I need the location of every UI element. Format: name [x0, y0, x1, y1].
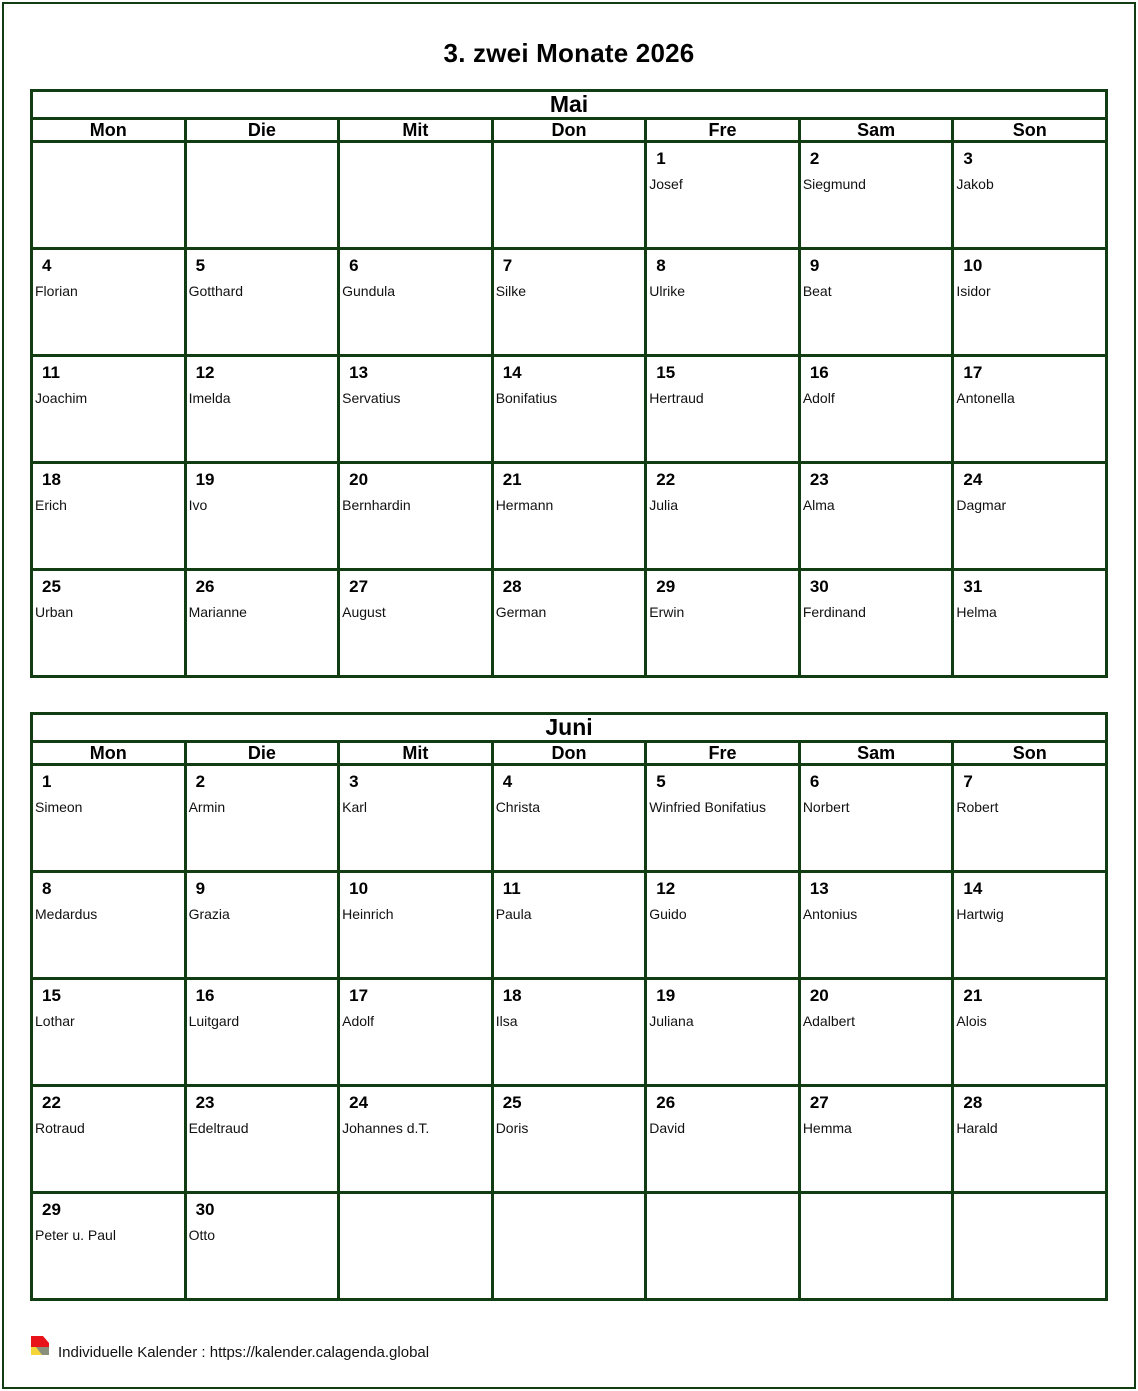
day-cell: [799, 356, 953, 463]
name-day: Hartwig: [956, 906, 1004, 922]
day-number: [349, 1200, 491, 1220]
name-day: Isidor: [956, 283, 991, 299]
name-day: Bernhardin: [342, 497, 411, 513]
name-day: Ivo: [188, 497, 208, 513]
name-day: Winfried Bonifatius: [649, 799, 766, 815]
name-day: Armin: [188, 799, 226, 815]
name-day: Karl: [342, 799, 368, 815]
day-cell: [646, 142, 800, 249]
name-day: Jakob: [956, 176, 994, 192]
day-number: 27: [349, 577, 369, 596]
day-number: 1: [656, 149, 666, 168]
name-day: Grazia: [188, 906, 230, 922]
name-day: Adalbert: [802, 1013, 855, 1029]
day-cell: [953, 872, 1107, 979]
name-day: Otto: [188, 1227, 216, 1243]
week-row: [32, 872, 1107, 979]
day-cell: [799, 979, 953, 1086]
day-number: 30: [195, 1200, 215, 1219]
name-day: Hertraud: [649, 390, 704, 406]
week-row: [32, 979, 1107, 1086]
month-title: Mai: [32, 91, 1107, 119]
weekday-fre: Fre: [646, 742, 800, 765]
day-cell: [185, 356, 339, 463]
day-cell: [646, 249, 800, 356]
name-day: Adolf: [342, 1013, 375, 1029]
day-number: 15: [656, 363, 676, 382]
week-row: [32, 570, 1107, 677]
day-cell: [646, 872, 800, 979]
month-title: Juni: [32, 714, 1107, 742]
day-cell: [492, 765, 646, 872]
day-number: 9: [809, 256, 820, 275]
day-number: 26: [656, 1093, 676, 1112]
name-day: Ilsa: [495, 1013, 518, 1029]
day-cell: [492, 872, 646, 979]
weekday-son: Son: [953, 119, 1107, 142]
week-row: [32, 142, 1107, 249]
day-cell: [799, 872, 953, 979]
name-day: Ferdinand: [802, 604, 866, 620]
day-number: 1: [42, 772, 52, 791]
day-cell: [646, 356, 800, 463]
day-number: 8: [656, 256, 666, 275]
day-number: [42, 149, 184, 169]
day-number: 19: [195, 470, 215, 489]
name-day: David: [649, 1120, 686, 1136]
day-cell: [185, 463, 339, 570]
day-cell: [339, 249, 493, 356]
name-day: Alois: [956, 1013, 987, 1029]
name-day: Dagmar: [956, 497, 1007, 513]
day-number: 17: [349, 986, 369, 1005]
day-cell: [646, 1086, 800, 1193]
day-cell: [185, 1086, 339, 1193]
day-number: 26: [195, 577, 215, 596]
name-day: Marianne: [188, 604, 247, 620]
weekday-fre: Fre: [646, 119, 800, 142]
empty-day-cell: [32, 142, 186, 249]
empty-day-cell: [339, 1193, 493, 1300]
weekday-don: Don: [492, 742, 646, 765]
day-number: [196, 149, 338, 169]
day-cell: [953, 570, 1107, 677]
day-number: [503, 1200, 645, 1220]
day-cell: [646, 570, 800, 677]
week-row: [32, 249, 1107, 356]
day-cell: [953, 1086, 1107, 1193]
weekday-mit: Mit: [339, 119, 493, 142]
day-cell: [799, 249, 953, 356]
name-day: Antonella: [956, 390, 1015, 406]
day-number: 11: [502, 879, 521, 898]
day-number: 29: [42, 1200, 61, 1219]
empty-day-cell: [339, 142, 493, 249]
day-number: 12: [656, 879, 676, 898]
day-number: 11: [42, 363, 60, 382]
day-number: 15: [42, 986, 61, 1005]
day-number: 2: [195, 772, 206, 791]
day-number: 3: [349, 772, 359, 791]
day-number: 14: [502, 363, 522, 382]
week-row: [32, 1086, 1107, 1193]
day-cell: [32, 570, 186, 677]
day-cell: [185, 765, 339, 872]
day-cell: [799, 570, 953, 677]
footer-link[interactable]: Individuelle Kalender : https://kalender.calagenda.global: [58, 1343, 430, 1361]
name-day: Rotraud: [35, 1120, 85, 1136]
day-cell: [799, 463, 953, 570]
day-number: 9: [195, 879, 206, 898]
day-cell: [339, 979, 493, 1086]
name-day: Beat: [802, 283, 832, 299]
empty-day-cell: [185, 142, 339, 249]
day-cell: [646, 979, 800, 1086]
week-row: [32, 765, 1107, 872]
day-number: 20: [349, 470, 369, 489]
week-row: [32, 1193, 1107, 1300]
day-number: 18: [42, 470, 61, 489]
name-day: Christa: [495, 799, 541, 815]
day-number: 18: [502, 986, 522, 1005]
day-number: 8: [42, 879, 52, 898]
day-cell: [646, 765, 800, 872]
footer: [30, 1336, 429, 1360]
day-cell: [953, 249, 1107, 356]
name-day: Peter u. Paul: [35, 1227, 116, 1243]
day-cell: [339, 1086, 493, 1193]
day-number: 31: [963, 577, 983, 596]
day-number: 24: [963, 470, 983, 489]
day-number: 10: [349, 879, 369, 898]
name-day: Adolf: [802, 390, 835, 406]
day-cell: [32, 249, 186, 356]
day-cell: [339, 463, 493, 570]
empty-day-cell: [492, 142, 646, 249]
name-day: Bonifatius: [495, 390, 558, 406]
day-number: 23: [809, 470, 829, 489]
day-cell: [492, 979, 646, 1086]
name-day: Heinrich: [342, 906, 394, 922]
week-row: [32, 463, 1107, 570]
day-cell: [953, 356, 1107, 463]
day-cell: [32, 979, 186, 1086]
name-day: Alma: [802, 497, 835, 513]
name-day: Florian: [35, 283, 78, 299]
day-cell: [339, 765, 493, 872]
name-day: Antonius: [802, 906, 858, 922]
day-number: [963, 1200, 1105, 1220]
weekday-mit: Mit: [339, 742, 493, 765]
name-day: Harald: [956, 1120, 998, 1136]
month-weeks: [32, 142, 1107, 677]
day-cell: [492, 463, 646, 570]
day-cell: [799, 142, 953, 249]
name-day: Joachim: [35, 390, 88, 406]
day-number: 10: [963, 256, 983, 275]
day-number: 5: [656, 772, 666, 791]
day-number: 16: [809, 363, 829, 382]
calendar-logo-icon: [30, 1334, 50, 1356]
weekday-mon: Mon: [32, 742, 186, 765]
day-number: 7: [963, 772, 973, 791]
name-day: Erich: [35, 497, 67, 513]
name-day: Urban: [35, 604, 74, 620]
day-cell: [492, 249, 646, 356]
day-cell: [799, 765, 953, 872]
day-cell: [32, 356, 186, 463]
day-number: 28: [963, 1093, 983, 1112]
name-day: Erwin: [649, 604, 685, 620]
day-number: 13: [809, 879, 829, 898]
day-number: 22: [42, 1093, 61, 1112]
day-cell: [32, 1086, 186, 1193]
day-cell: [339, 872, 493, 979]
name-day: Edeltraud: [188, 1120, 249, 1136]
day-cell: [32, 1193, 186, 1300]
day-number: [503, 149, 645, 169]
day-number: 6: [349, 256, 359, 275]
name-day: Gotthard: [188, 283, 244, 299]
month-calendar-may: [30, 89, 1108, 678]
month-weeks: [32, 765, 1107, 1300]
day-cell: [953, 979, 1107, 1086]
day-number: 27: [809, 1093, 829, 1112]
empty-day-cell: [646, 1193, 800, 1300]
weekday-sam: Sam: [799, 119, 953, 142]
day-number: 17: [963, 363, 983, 382]
page-title: 3. zwei Monate 2026: [443, 38, 695, 68]
day-cell: [492, 1086, 646, 1193]
name-day: Doris: [495, 1120, 529, 1136]
weekday-don: Don: [492, 119, 646, 142]
weekday-header-row: [32, 119, 1107, 142]
name-day: Helma: [956, 604, 997, 620]
day-cell: [799, 1086, 953, 1193]
day-number: 2: [809, 149, 820, 168]
day-cell: [646, 463, 800, 570]
empty-day-cell: [799, 1193, 953, 1300]
weekday-die: Die: [185, 742, 339, 765]
day-cell: [492, 570, 646, 677]
day-number: 4: [42, 256, 52, 275]
day-number: 21: [502, 470, 522, 489]
weekday-mon: Mon: [32, 119, 186, 142]
day-number: 29: [656, 577, 676, 596]
name-day: Luitgard: [188, 1013, 240, 1029]
day-number: [810, 1200, 952, 1220]
day-cell: [492, 356, 646, 463]
month-calendar-june: [30, 712, 1108, 1301]
name-day: Robert: [956, 799, 999, 815]
name-day: Juliana: [649, 1013, 694, 1029]
day-number: 19: [656, 986, 676, 1005]
day-number: [349, 149, 491, 169]
name-day: Josef: [649, 176, 683, 192]
day-number: 25: [42, 577, 61, 596]
day-number: 30: [809, 577, 829, 596]
name-day: Hermann: [495, 497, 554, 513]
name-day: Paula: [495, 906, 532, 922]
weekday-son: Son: [953, 742, 1107, 765]
name-day: German: [495, 604, 547, 620]
day-number: 3: [963, 149, 973, 168]
day-cell: [185, 249, 339, 356]
day-number: 14: [963, 879, 983, 898]
day-cell: [185, 872, 339, 979]
day-number: 25: [502, 1093, 522, 1112]
name-day: Johannes d.T.: [342, 1120, 430, 1136]
day-number: 23: [195, 1093, 215, 1112]
name-day: Servatius: [342, 390, 401, 406]
name-day: Medardus: [35, 906, 98, 922]
day-number: 20: [809, 986, 829, 1005]
weekday-sam: Sam: [799, 742, 953, 765]
day-number: 28: [502, 577, 522, 596]
day-cell: [32, 463, 186, 570]
day-cell: [339, 356, 493, 463]
name-day: Siegmund: [802, 176, 866, 192]
name-day: Simeon: [35, 799, 83, 815]
day-cell: [185, 979, 339, 1086]
week-row: [32, 356, 1107, 463]
day-number: 24: [349, 1093, 369, 1112]
name-day: Ulrike: [649, 283, 686, 299]
day-cell: [185, 570, 339, 677]
day-number: 13: [349, 363, 369, 382]
day-cell: [185, 1193, 339, 1300]
day-number: 6: [809, 772, 820, 791]
name-day: Hemma: [802, 1120, 852, 1136]
name-day: Julia: [649, 497, 679, 513]
name-day: August: [342, 604, 386, 620]
weekday-die: Die: [185, 119, 339, 142]
name-day: Gundula: [342, 283, 396, 299]
empty-day-cell: [953, 1193, 1107, 1300]
day-cell: [32, 765, 186, 872]
name-day: Norbert: [802, 799, 850, 815]
day-number: 4: [502, 772, 513, 791]
empty-day-cell: [492, 1193, 646, 1300]
day-cell: [953, 765, 1107, 872]
day-number: 22: [656, 470, 676, 489]
day-cell: [953, 463, 1107, 570]
day-number: 5: [195, 256, 206, 275]
day-cell: [339, 570, 493, 677]
day-number: 16: [195, 986, 215, 1005]
name-day: Imelda: [188, 390, 231, 406]
day-cell: [953, 142, 1107, 249]
day-cell: [32, 872, 186, 979]
day-number: 21: [963, 986, 983, 1005]
name-day: Lothar: [35, 1013, 75, 1029]
weekday-header-row: [32, 742, 1107, 765]
day-number: 7: [502, 256, 513, 275]
name-day: Silke: [495, 283, 527, 299]
day-number: 12: [195, 363, 215, 382]
day-number: [656, 1200, 798, 1220]
name-day: Guido: [649, 906, 687, 922]
